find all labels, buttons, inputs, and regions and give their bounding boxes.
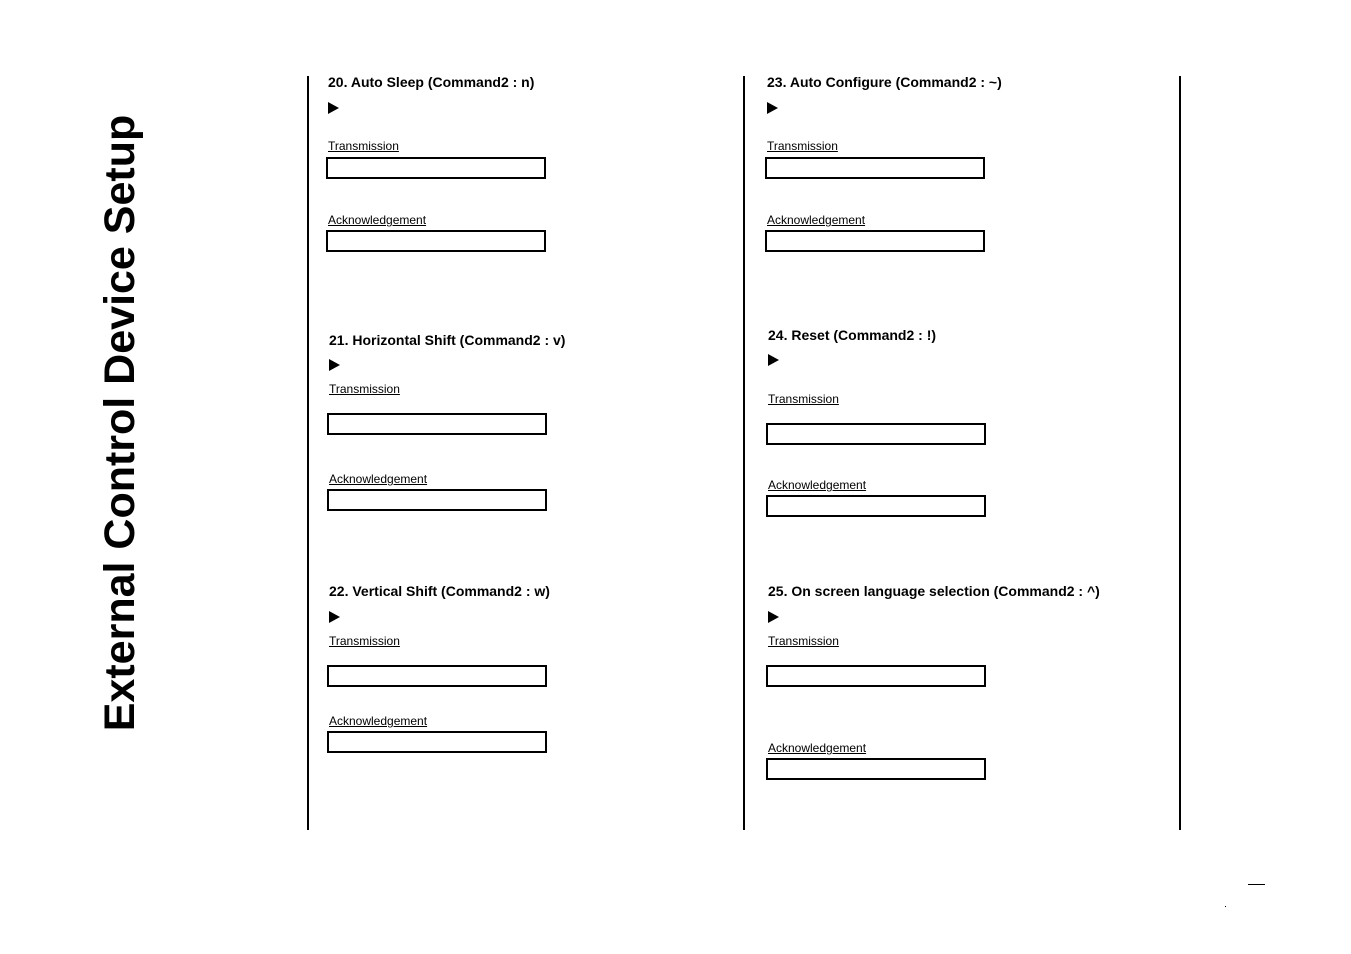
page-title: External Control Device Setup (96, 114, 144, 732)
transmission-field[interactable] (766, 423, 986, 445)
acknowledgement-field[interactable] (765, 230, 985, 252)
transmission-field[interactable] (765, 157, 985, 179)
page-corner-mark (1248, 884, 1265, 885)
section-title: 20. Auto Sleep (Command2 : n) (328, 74, 535, 90)
acknowledgement-label: Acknowledgement (329, 714, 428, 728)
acknowledgement-label: Acknowledgement (329, 472, 428, 486)
arrow-right-icon (768, 611, 779, 623)
arrow-right-icon (329, 611, 340, 623)
acknowledgement-field[interactable] (327, 731, 547, 753)
transmission-label: Transmission (768, 392, 839, 406)
column-divider-right (1179, 76, 1181, 830)
acknowledgement-label: Acknowledgement (328, 213, 427, 227)
arrow-right-icon (329, 359, 340, 371)
section-title: 21. Horizontal Shift (Command2 : v) (329, 332, 566, 348)
arrow-right-icon (767, 102, 778, 114)
transmission-label: Transmission (329, 382, 400, 396)
section-title: 23. Auto Configure (Command2 : ~) (767, 74, 1002, 90)
transmission-field[interactable] (766, 665, 986, 687)
acknowledgement-field[interactable] (766, 758, 986, 780)
column-divider-left (307, 76, 309, 830)
acknowledgement-field[interactable] (327, 489, 547, 511)
section-title: 22. Vertical Shift (Command2 : w) (329, 583, 550, 599)
arrow-right-icon (328, 102, 339, 114)
transmission-label: Transmission (767, 139, 838, 153)
column-divider-middle (743, 76, 745, 830)
acknowledgement-label: Acknowledgement (768, 741, 867, 755)
transmission-label: Transmission (328, 139, 399, 153)
transmission-field[interactable] (327, 413, 547, 435)
acknowledgement-field[interactable] (326, 230, 546, 252)
transmission-label: Transmission (329, 634, 400, 648)
arrow-right-icon (768, 354, 779, 366)
section-title: 24. Reset (Command2 : !) (768, 327, 937, 343)
acknowledgement-label: Acknowledgement (768, 478, 867, 492)
page-dot-mark (1225, 906, 1226, 907)
section-title: 25. On screen language selection (Command2 : ^) (768, 583, 1100, 599)
acknowledgement-label: Acknowledgement (767, 213, 866, 227)
acknowledgement-field[interactable] (766, 495, 986, 517)
transmission-field[interactable] (326, 157, 546, 179)
transmission-field[interactable] (327, 665, 547, 687)
transmission-label: Transmission (768, 634, 839, 648)
